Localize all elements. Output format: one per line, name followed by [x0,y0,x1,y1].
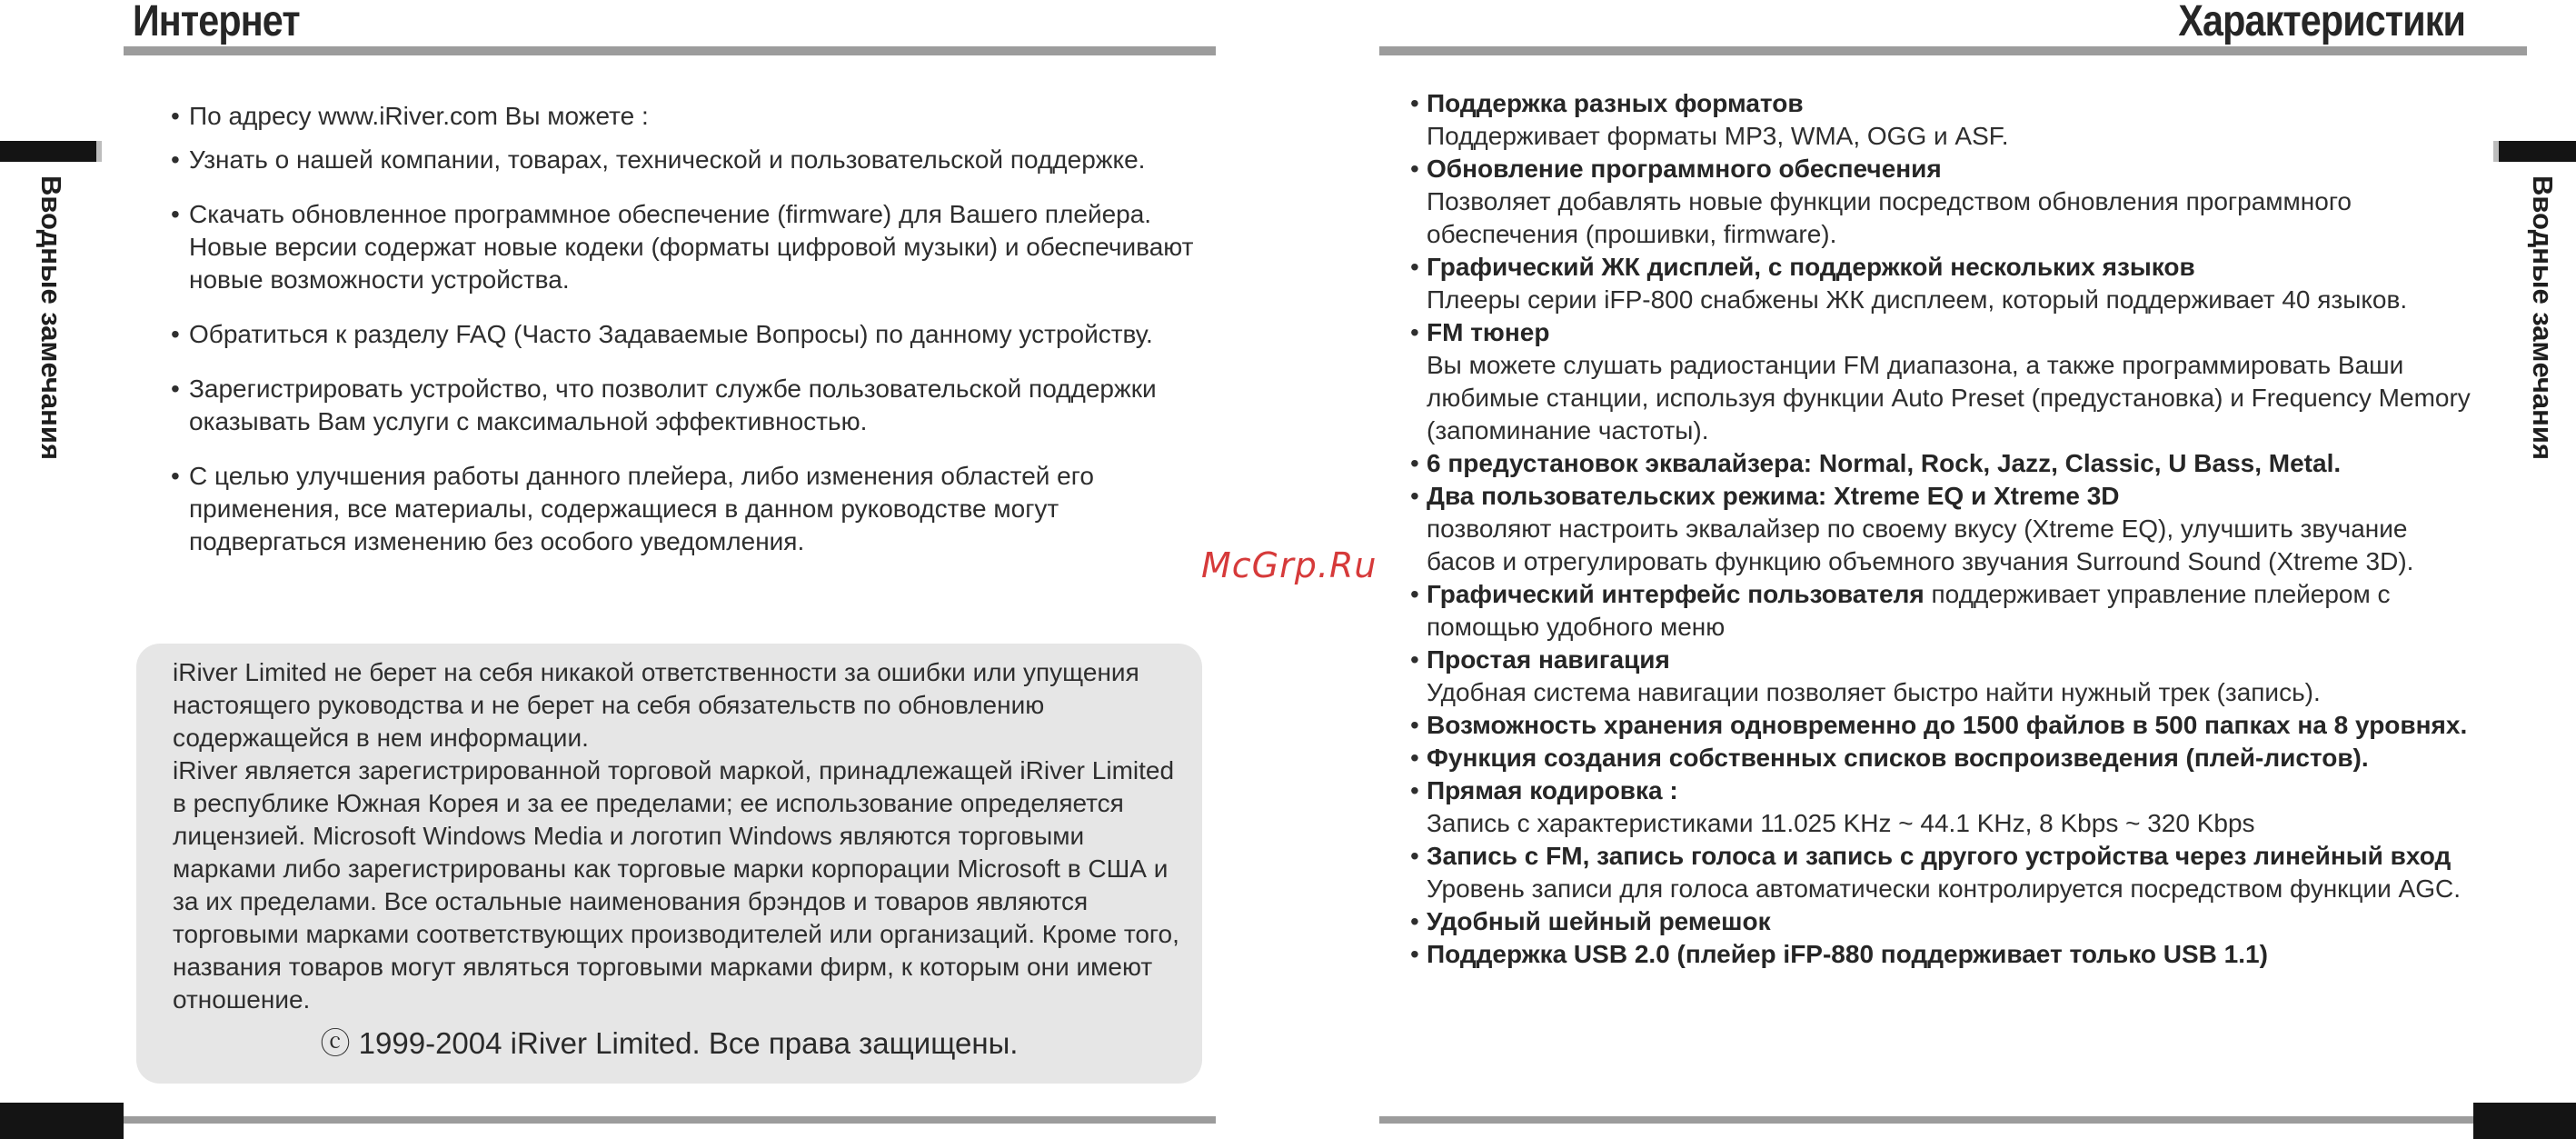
side-section-label: Вводные замечания [2527,175,2559,461]
trademark-text: iRiver является зарегистрированной торговой маркой, принадлежащей iRiver Limited в республике Южная Корея и за ее пределами; ее использование определяется лицензией. Microsoft Windows Media и логотип Windows являются торговыми марками либо зарегистрированы как торговые марки корпорации Microsoft в США и за их пределами. Все остальные наименования брэндов и товаров являются торговыми марками соответствующих производителей или организаций. Кроме того, названия товаров могут являться торговыми марками фирм, к которым они имеют отношение. [173,756,1179,1014]
feature-description: Удобная система навигации позволяет быстро найти нужный трек (запись). [1427,678,2321,706]
left-page [0,0,1272,1139]
list-item: • Узнать о нашей компании, товарах, технической и пользовательской поддержке. [171,144,1207,176]
feature-item [1410,840,2482,905]
right-page [1327,0,2576,1139]
list-item: • Обратиться к разделу FAQ (Часто Задаваемые Вопросы) по данному устройству. [171,318,1207,351]
feature-heading: Поддержка USB 2.0 (плейер iFP-880 поддерживает только USB 1.1) [1427,940,2268,968]
feature-heading: Простая навигация [1427,645,1670,674]
list-item: • С целью улучшения работы данного плейера, либо изменения областей его применения, все материалы, содержащиеся в данном руководстве могут подвергаться изменению без особого уведомления. [171,460,1207,558]
feature-item [1410,938,2482,971]
page-corner-tab [2473,1103,2576,1139]
feature-heading: Обновление программного обеспечения [1427,155,1942,183]
feature-heading: Прямая кодировка : [1427,776,1678,804]
feature-item [1410,251,2482,316]
header-rule [124,46,1216,55]
feature-inline-text: поддерживает управление плейером с помощью удобного меню [1427,580,2391,641]
feature-item [1410,905,2482,938]
feature-heading: FM тюнер [1427,318,1550,346]
feature-description: позволяют настроить эквалайзер по своему вкусу (Xtreme EQ), улучшить звучание басов и отрегулировать функцию объемного звучания Surround Sound (Xtreme 3D). [1427,515,2414,575]
list-item: • Зарегистрировать устройство, что позволит службе пользовательской поддержки оказывать Вам услуги с максимальной эффективностью. [171,373,1207,438]
feature-description: Запись с характеристиками 11.025 KHz ~ 44.1 KHz, 8 Kbps ~ 320 Kbps [1427,809,2255,837]
features-list [1410,87,2482,971]
feature-item [1410,480,2482,578]
footer-rule [1379,1116,2527,1124]
disclaimer-text: iRiver Limited не берет на себя никакой ответственности за ошибки или упущения настоящего руководства и не берет на себя обязательств по обновлению содержащейся в нем информации. [173,658,1139,752]
legal-notice-box [136,644,1202,1084]
page-title-specifications: Характеристики [2178,0,2465,45]
feature-heading: Возможность хранения одновременно до 1500 файлов в 500 папках на 8 уровнях. [1427,711,2468,739]
feature-item [1410,742,2482,774]
feature-heading: Запись с FM, запись голоса и запись с другого устройства через линейный вход [1427,842,2452,870]
feature-description: Плееры серии iFP-800 снабжены ЖК дисплеем, который поддерживает 40 языков. [1427,285,2408,314]
feature-heading: 6 предустановок эквалайзера: Normal, Rock, Jazz, Classic, U Bass, Metal. [1427,449,2342,477]
section-tab-marker [0,141,96,162]
feature-description: Поддерживает форматы MP3, WMA, OGG и ASF. [1427,122,2009,150]
page-title-internet: Интернет [133,0,300,45]
watermark: McGrp.Ru [1201,545,1378,585]
feature-item [1410,87,2482,153]
feature-item [1410,578,2482,644]
feature-heading: Поддержка разных форматов [1427,89,1804,117]
section-tab-marker-edge [96,141,102,162]
feature-heading: Графический интерфейс пользователя [1427,580,1925,608]
copyright-notice: ⓒ 1999-2004 iRiver Limited. Все права защищены. [320,1026,1019,1060]
feature-heading: Удобный шейный ремешок [1427,907,1771,935]
feature-item [1410,774,2482,840]
side-section-label: Вводные замечания [35,175,67,461]
feature-description: Вы можете слушать радиостанции FM диапазона, а также программировать Ваши любимые станции, используя функции Auto Preset (предустановка) и Frequency Memory (запоминание частоты). [1427,351,2471,445]
feature-item [1410,644,2482,709]
feature-item [1410,316,2482,447]
feature-description: Уровень записи для голоса автоматически контролируется посредством функции AGC. [1427,874,2461,903]
feature-description: Позволяет добавлять новые функции посредством обновления программного обеспечения (прошивки, firmware). [1427,187,2352,248]
feature-item [1410,153,2482,251]
feature-heading: Функция создания собственных списков воспроизведения (плей-листов). [1427,744,2369,772]
list-item: • По адресу www.iRiver.com Вы можете : [171,100,1207,133]
internet-options-list [171,100,1207,580]
section-tab-marker-edge [2493,141,2499,162]
footer-rule [124,1116,1216,1124]
header-rule [1379,46,2527,55]
list-item: • Скачать обновленное программное обеспечение (firmware) для Вашего плейера. Новые версии содержат новые кодеки (форматы цифровой музыки) и обеспечивают новые возможности устройства. [171,198,1207,296]
feature-item [1410,447,2482,480]
feature-heading: Графический ЖК дисплей, с поддержкой нескольких языков [1427,253,2195,281]
page-corner-tab [0,1103,124,1139]
feature-item [1410,709,2482,742]
feature-heading: Два пользовательских режима: Xtreme EQ и Xtreme 3D [1427,482,2120,510]
section-tab-marker [2499,141,2576,162]
